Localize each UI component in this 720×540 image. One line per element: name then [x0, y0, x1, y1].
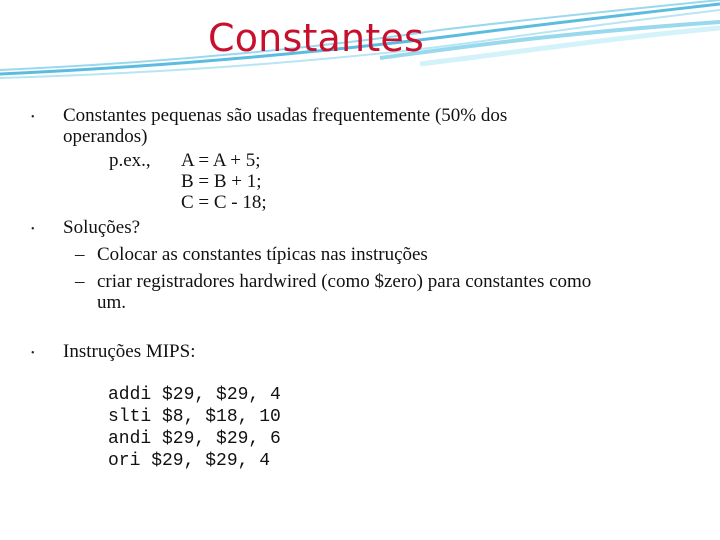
page-title: Constantes — [207, 16, 424, 60]
code-line-3: andi $29, $29, 6 — [108, 429, 281, 449]
example-label: p.ex., — [109, 150, 151, 171]
example-line-3: C = C - 18; — [181, 192, 267, 213]
bullet-2-line1: Soluções? — [63, 217, 141, 238]
sub-item-2-line1: criar registradores hardwired (como $zero) para constantes como — [97, 271, 592, 292]
bullet-1-line1: Constantes pequenas são usadas frequentemente (50% dos — [63, 105, 508, 126]
sub-item-2-line2: um. — [97, 292, 127, 313]
bullet-1-line2: operandos) — [63, 126, 148, 147]
sub-item-2-dash: – — [75, 271, 85, 292]
bullet-2-marker: • — [31, 224, 35, 235]
sub-item-1-dash: – — [75, 244, 85, 265]
code-line-4: ori $29, $29, 4 — [108, 451, 271, 471]
example-line-1: A = A + 5; — [181, 150, 261, 171]
bullet-1-marker: • — [31, 112, 35, 123]
bullet-3-marker: • — [31, 348, 35, 359]
code-line-1: addi $29, $29, 4 — [108, 385, 281, 405]
bullet-3-line1: Instruções MIPS: — [63, 341, 196, 362]
example-line-2: B = B + 1; — [181, 171, 262, 192]
sub-item-1-line1: Colocar as constantes típicas nas instruções — [97, 244, 428, 265]
code-line-2: slti $8, $18, 10 — [108, 407, 281, 427]
